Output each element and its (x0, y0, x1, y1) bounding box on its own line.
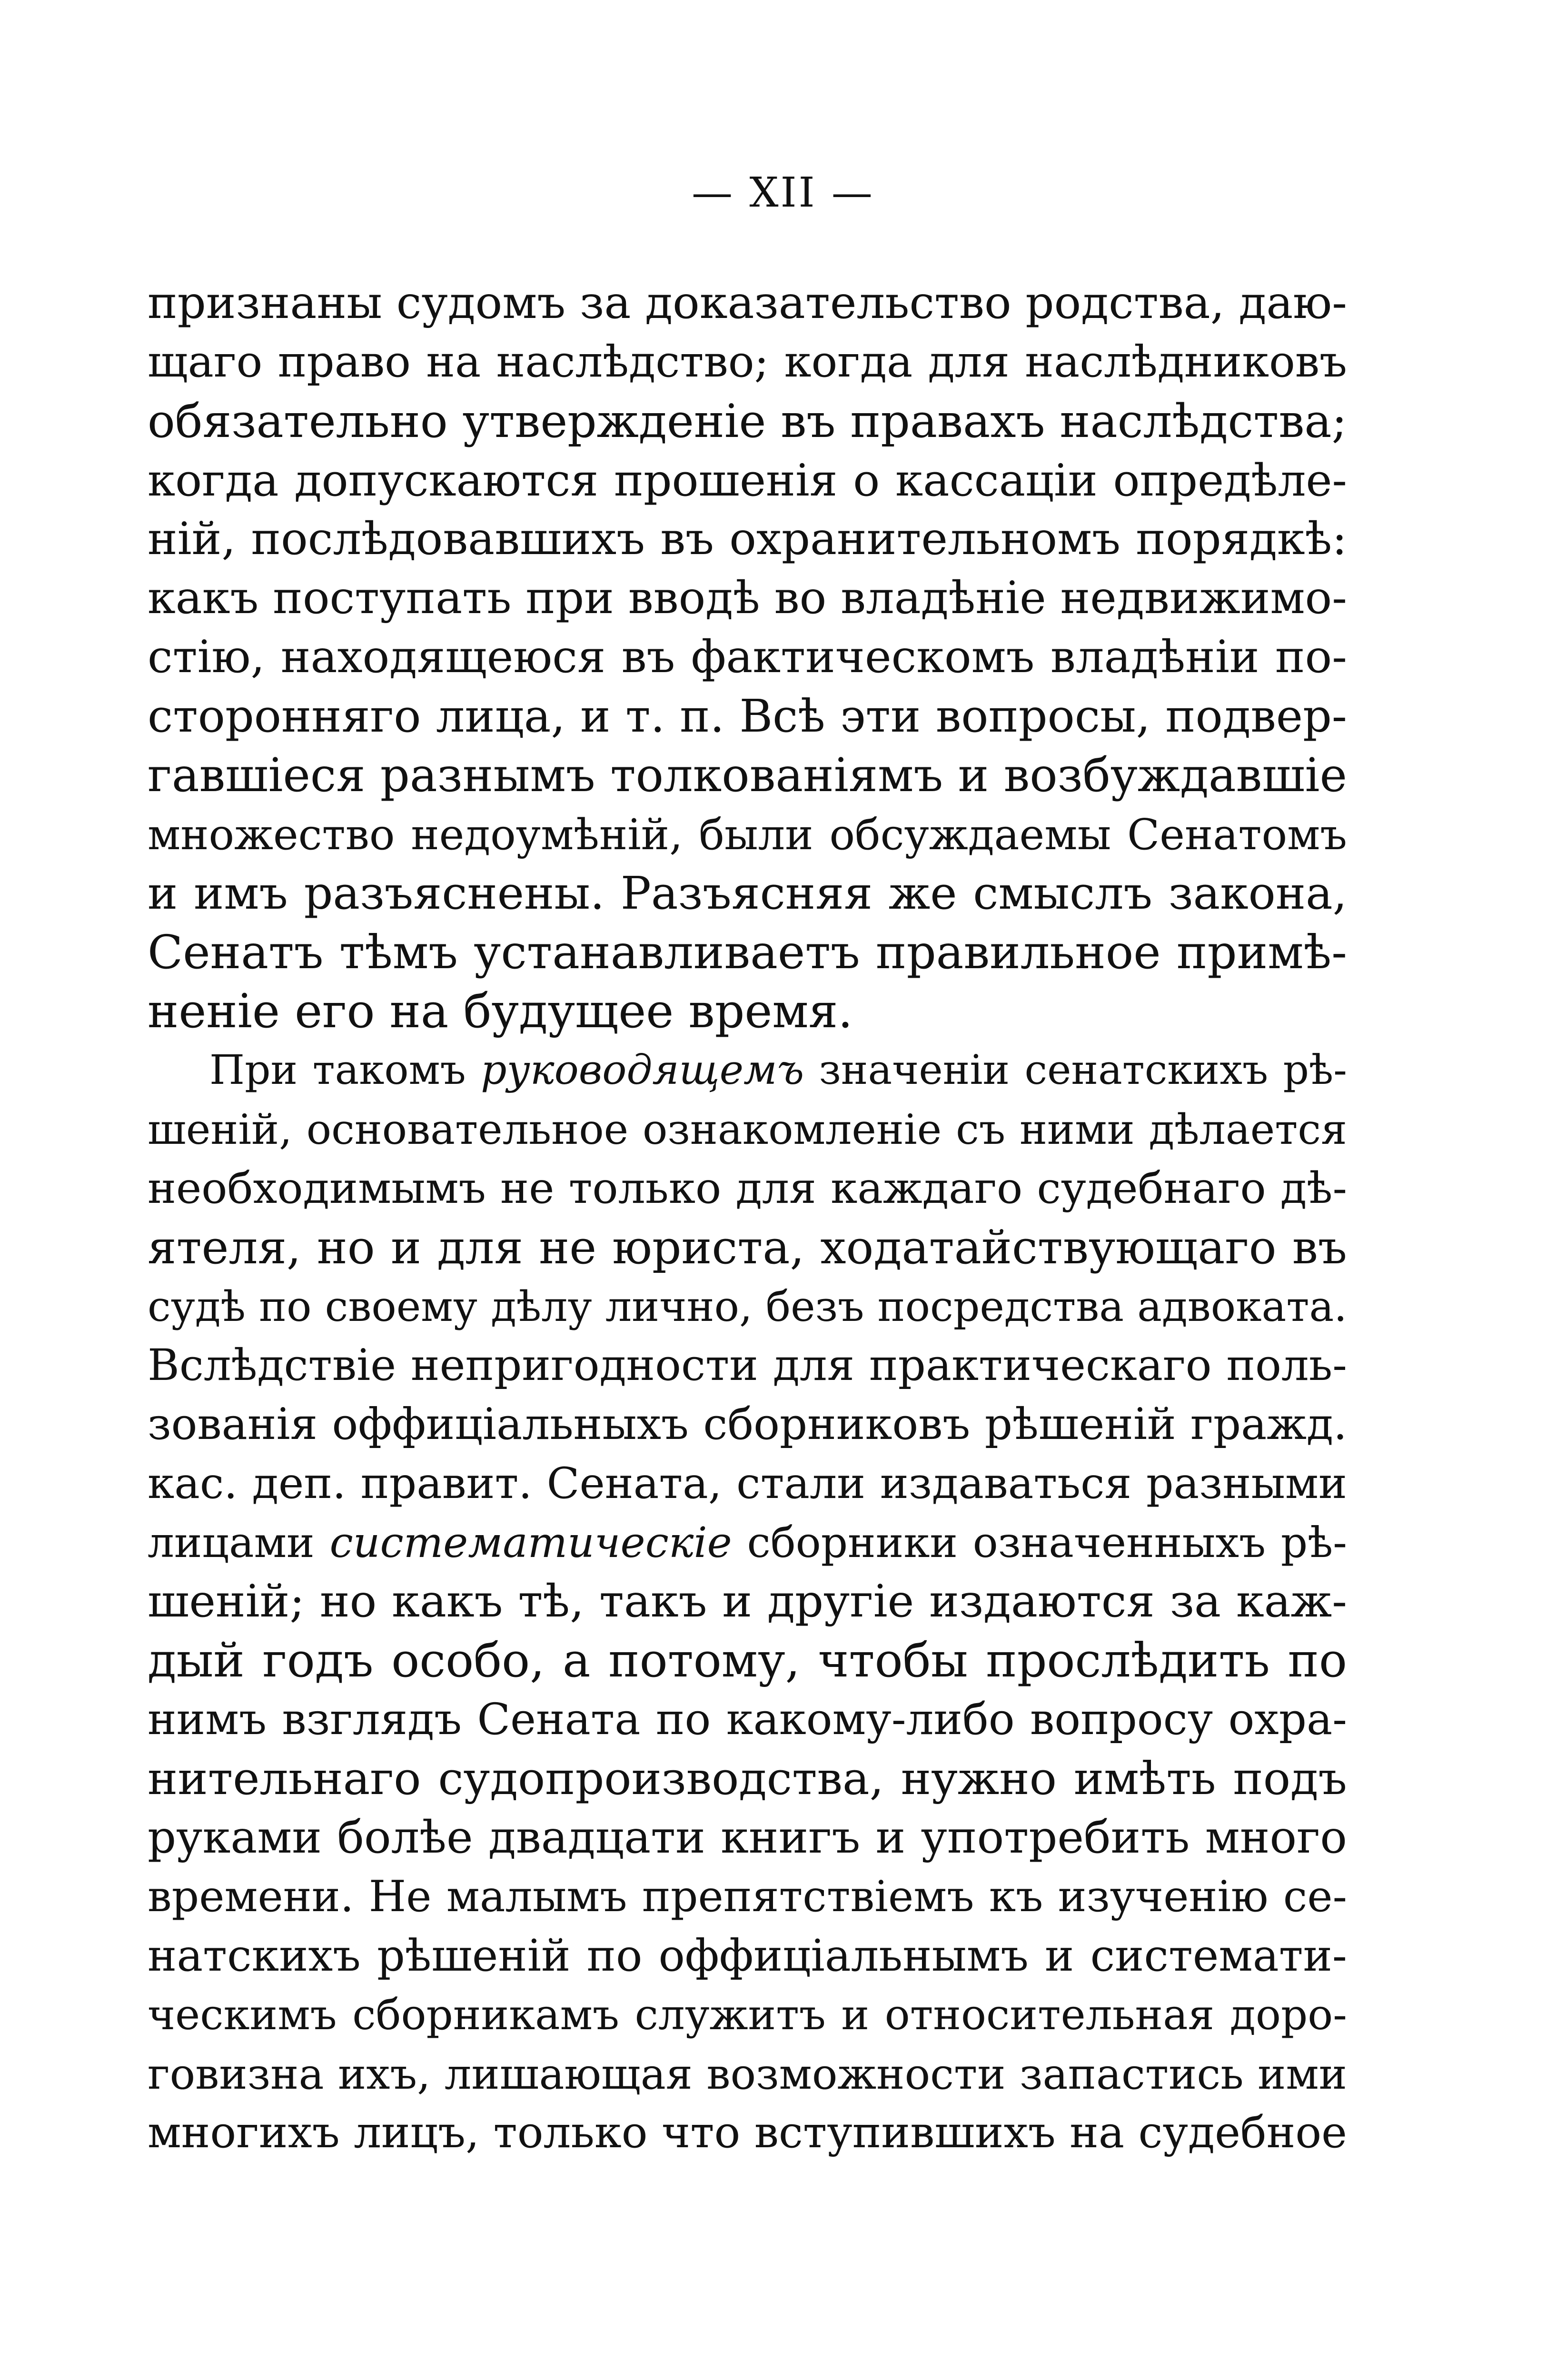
text-line: гавшіеся разнымъ толкованіямъ и возбуждавшіе (148, 748, 1347, 802)
paragraph-1 (148, 274, 1347, 1041)
text-line: и имъ разъяснены. Разъясняя же смыслъ закона, (148, 867, 1347, 920)
text-line: дый годъ особо, а потому, чтобы прослѣдить по (148, 1634, 1347, 1688)
text-line: неніе его на будущее время. (148, 984, 853, 1039)
text-line: руками болѣе двадцати книгъ и употребить много (148, 1812, 1347, 1864)
text-line: Вслѣдствіе непригодности для практическаго поль- (148, 1340, 1347, 1390)
text-segment: сборники означенныхъ рѣ- (732, 1518, 1347, 1567)
italic-term: систематическіе (329, 1518, 732, 1567)
text-line: натскихъ рѣшеній по оффиціальнымъ и системати- (148, 1930, 1347, 1981)
page-number: — XII — (692, 169, 874, 217)
text-line: признаны судомъ за доказательство родства, даю- (148, 277, 1347, 329)
body-text (148, 274, 1347, 2162)
text-line (148, 1041, 1347, 1100)
text-line: ческимъ сборникамъ служитъ и относительная доро- (148, 1990, 1347, 2039)
text-line: кас. деп. правит. Сената, стали издаваться разными (148, 1458, 1347, 1508)
text-line: когда допускаются прошенія о кассаціи опредѣле- (148, 455, 1347, 506)
text-line (148, 1513, 1347, 1572)
text-line: Сенатъ тѣмъ устанавливаетъ правильное примѣ- (148, 925, 1347, 979)
text-line: обязательно утвержденіе въ правахъ наслѣдства; (148, 395, 1347, 448)
text-line: многихъ лицъ, только что вступившихъ на судебное (148, 2108, 1347, 2158)
text-line: стію, находящеюся въ фактическомъ владѣніи по- (148, 631, 1347, 683)
text-segment: При такомъ (209, 1047, 481, 1094)
text-line: шеній; но какъ тѣ, такъ и другіе издаются за каж- (148, 1576, 1347, 1627)
text-line: ятеля, но и для не юриста, ходатайствующаго въ (148, 1221, 1347, 1274)
text-line: говизна ихъ, лишающая возможности запастись ими (148, 2049, 1347, 2099)
text-line: щаго право на наслѣдство; когда для наслѣдниковъ (148, 337, 1347, 387)
text-line: шеній, основательное ознакомленіе съ ними дѣлается (148, 1105, 1347, 1154)
text-segment: значеніи сенатскихъ рѣ- (804, 1047, 1347, 1094)
text-line: судѣ по своему дѣлу лично, безъ посредства адвоката. (148, 1282, 1347, 1331)
text-line: времени. Не малымъ препятствіемъ къ изученію се- (148, 1872, 1347, 1922)
text-line: ній, послѣдовавшихъ въ охранительномъ порядкѣ: (148, 513, 1347, 565)
text-line: множество недоумѣній, были обсуждаемы Сенатомъ (148, 810, 1347, 859)
text-line: сторонняго лица, и т. п. Всѣ эти вопросы, подвер- (148, 690, 1347, 743)
text-line: нительнаго судопроизводства, нужно имѣть подъ (148, 1753, 1347, 1805)
text-segment: лицами (148, 1518, 330, 1567)
paragraph-2 (148, 1041, 1347, 2162)
italic-term: руководящемъ (481, 1047, 804, 1094)
text-line: зованія оффиціальныхъ сборниковъ рѣшеній гражд. (148, 1399, 1347, 1449)
text-line: нимъ взглядъ Сената по какому-либо вопросу охра- (148, 1695, 1347, 1745)
text-line: какъ поступать при вводѣ во владѣніе недвижимо- (148, 572, 1347, 624)
text-line: необходимымъ не только для каждаго судебнаго дѣ- (148, 1163, 1347, 1213)
